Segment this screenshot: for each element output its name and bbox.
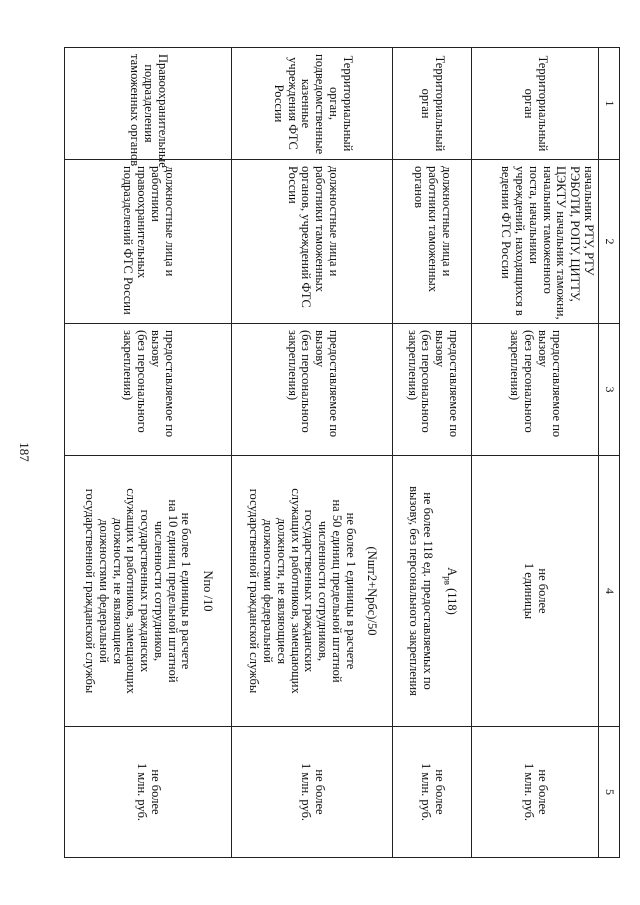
row4-formula: Nпо /10 [201, 570, 216, 612]
row1-provision-cell: предоставляемое по вызову (без персонального закрепления) [472, 324, 599, 456]
table-row [472, 48, 599, 858]
header-col-2: 2 [599, 160, 620, 324]
header-row [599, 48, 620, 858]
row3-positions-cell: должностные лица и работники таможенных органов, учреждений ФТС России [232, 160, 393, 324]
row4-quantity-cell: Nпо /10 не более 1 единицы в расчете на 10 единиц предельной штатной численности сотрудников, государственных гражданских служащих и работников, замещающих должности, не являющиеся должностями федеральной государственной гражданской службы [65, 456, 232, 727]
row1-organ-cell: Территориальный орган [472, 48, 599, 160]
row3-provision-cell: предоставляемое по вызову (без персонального закрепления) [232, 324, 393, 456]
row3-quantity-cell: (Nшт2+Nрбс)/50 не более 1 единицы в расчете на 50 единиц предельной штатной численности сотрудников, государственных гражданских служащих и работников, замещающих должности, не являющиеся должностями федеральной государственной гражданской службы [232, 456, 393, 727]
vehicle-norms-table [64, 47, 620, 858]
row3-price-cell: не более 1 млн. руб. [232, 727, 393, 858]
header-col-1: 1 [599, 48, 620, 160]
row3-formula: (Nшт2+Nрбс)/50 [365, 546, 380, 636]
row3-organ-cell: Территориальный орган, подведомственные казенные учреждения ФТС России [232, 48, 393, 160]
row2-positions-cell: должностные лица и работники таможенных органов [393, 160, 472, 324]
header-col-5: 5 [599, 727, 620, 858]
row4-positions-cell: должностные лица и работники правоохранительных подразделений ФТС России [65, 160, 232, 324]
row1-price-cell: не более 1 млн. руб. [472, 727, 599, 858]
table-row [232, 48, 393, 858]
row2-formula: $A_{рв}$ (118) [442, 567, 460, 615]
row2-provision-cell: предоставляемое по вызову (без персонального закрепления) [393, 324, 472, 456]
table-row [393, 48, 472, 858]
row4-organ-cell: Правоохранительные подразделения таможенных органов [65, 48, 232, 160]
header-col-4: 4 [599, 456, 620, 727]
row1-positions-cell: начальник РТУ, РТУ РЭБОТИ, РОПУ, ЦИТТУ, ЦЭКТУ начальник таможни, начальник таможенного поста, начальники учреждений, находящихся в ведении ФТС России [472, 160, 599, 324]
header-col-3: 3 [599, 324, 620, 456]
row4-price-cell: не более 1 млн. руб. [65, 727, 232, 858]
row4-provision-cell: предоставляемое по вызову (без персонального закрепления) [65, 324, 232, 456]
row2-organ-cell: Территориальный орган [393, 48, 472, 160]
row2-price-cell: не более 1 млн. руб. [393, 727, 472, 858]
row1-quantity-cell: не более 1 единицы [472, 456, 599, 727]
rotated-page-content [64, 47, 620, 857]
row2-quantity-cell: $A_{рв}$ (118) не более 118 ед. предоставляемых по вызову, без персонального закрепления [393, 456, 472, 727]
table-row [65, 48, 232, 858]
page-number: 187 [17, 442, 32, 462]
